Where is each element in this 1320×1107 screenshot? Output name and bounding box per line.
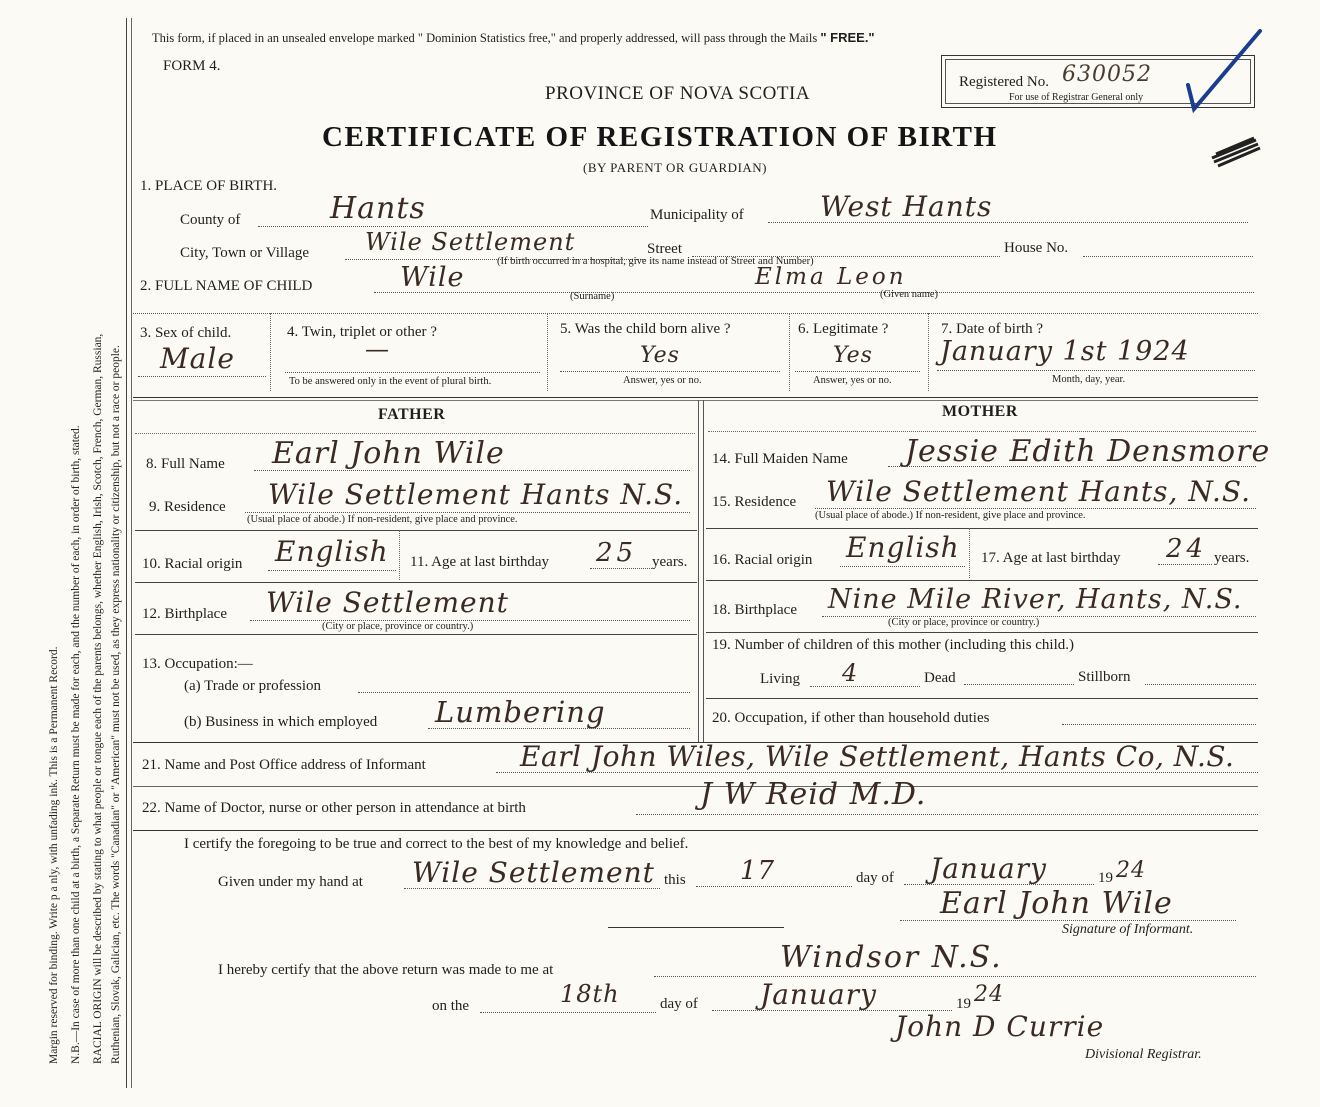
legitimate-value: Yes — [833, 343, 873, 368]
given-day-dotline — [696, 886, 852, 887]
dob-note: Month, day, year. — [1052, 374, 1126, 385]
informant-dotline — [496, 772, 1258, 773]
father-residence-label: 9. Residence — [149, 499, 226, 515]
check-mark-icon — [1180, 25, 1270, 115]
doctor-label: 22. Name of Doctor, nurse or other person in attendance at birth — [142, 800, 526, 816]
mother-race-dotline — [840, 566, 965, 567]
county-value: Hants — [330, 191, 426, 226]
free-label: " FREE." — [820, 30, 875, 45]
informant-value: Earl John Wiles, Wile Settlement, Hants Co, N.S. — [520, 740, 1235, 773]
mother-name-label: 14. Full Maiden Name — [712, 451, 848, 467]
father-name-label: 8. Full Name — [146, 456, 225, 472]
business-value: Lumbering — [435, 695, 606, 729]
municipality-value: West Hants — [820, 190, 993, 223]
mother-age-value: 24 — [1166, 534, 1208, 564]
city-value: Wile Settlement — [365, 228, 576, 256]
city-label: City, Town or Village — [180, 245, 310, 261]
child-given-name: Elma Leon — [755, 264, 907, 290]
dead-label: Dead — [924, 670, 956, 686]
given-label: Given under my hand at — [218, 874, 363, 890]
hospital-note: (If birth occurred in a hospital, give its name instead of Street and Number) — [497, 256, 814, 267]
father-birthplace-value: Wile Settlement — [266, 586, 509, 619]
living-label: Living — [760, 671, 800, 687]
mother-residence-dotline — [815, 508, 1256, 509]
trade-dotline — [358, 692, 690, 693]
father-age-dotline — [590, 568, 652, 569]
alive-value: Yes — [640, 343, 680, 368]
registered-label: Registered No. — [959, 74, 1049, 90]
given-dayof-label: day of — [856, 870, 894, 886]
given-day-value: 17 — [740, 856, 776, 886]
father-birthplace-label: 12. Birthplace — [142, 606, 227, 622]
binding-margin-line-2 — [131, 18, 132, 1088]
registrar-place-value: Windsor N.S. — [780, 940, 1003, 975]
father-section-line — [135, 530, 697, 531]
given-name-caption: (Given name) — [880, 289, 939, 300]
sex-dotline — [138, 376, 266, 377]
mother-residence-value: Wile Settlement Hants, N.S. — [826, 475, 1252, 508]
sex-label: 3. Sex of child. — [140, 325, 232, 341]
house-label: House No. — [1004, 240, 1069, 256]
mother-occupation-dotline — [1062, 724, 1256, 725]
mother-cell-divider — [969, 528, 970, 578]
mother-name-value: Jessie Edith Densmore — [905, 434, 1271, 469]
given-year-prefix: 19 — [1098, 870, 1113, 886]
registrar-only-note: For use of Registrar General only — [1009, 92, 1144, 103]
binding-margin-line — [126, 18, 127, 1088]
mother-age-dotline — [1158, 564, 1212, 565]
dob-value: January 1st 1924 — [940, 336, 1190, 367]
legitimate-dotline — [795, 371, 920, 372]
mother-heading: MOTHER — [942, 403, 1018, 420]
registrar-day-dotline — [480, 1012, 656, 1013]
section-divider-5 — [133, 830, 1258, 831]
house-dotline — [1083, 256, 1253, 257]
county-label: County of — [180, 212, 241, 228]
registrar-place-dotline — [654, 976, 1256, 977]
margin-note-3: RACIAL ORIGIN will be described by stating to what people or tongue each of the parents belongs, whether English, Irish, Scotch, French, German, Russian, — [92, 333, 104, 1064]
registrar-year-value: 24 — [974, 982, 1004, 1007]
margin-note-1: Margin reserved for binding. Write p a nly, with unfading ink. This is a Permanent Record. — [48, 646, 60, 1064]
doctor-value: J W Reid M.D. — [700, 777, 927, 812]
alive-label: 5. Was the child born alive ? — [560, 321, 731, 337]
legitimate-label: 6. Legitimate ? — [798, 321, 889, 337]
informant-label: 21. Name and Post Office address of Informant — [142, 757, 426, 773]
father-residence-note: (Usual place of abode.) If non-resident, give place and province. — [247, 514, 518, 525]
dob-dotline — [937, 370, 1255, 371]
living-value: 4 — [842, 659, 859, 687]
father-race-value: English — [275, 535, 389, 568]
this-label: this — [664, 872, 686, 888]
parents-divider — [698, 400, 699, 742]
trade-label: (a) Trade or profession — [184, 678, 322, 694]
twin-value: — — [365, 335, 390, 363]
father-heading: FATHER — [378, 406, 446, 423]
form-number: FORM 4. — [163, 58, 221, 74]
registrar-year-prefix: 19 — [956, 996, 971, 1012]
living-dotline — [810, 686, 920, 687]
registrar-caption: Divisional Registrar. — [1085, 1047, 1202, 1062]
business-dotline — [428, 728, 690, 729]
father-section-line-3 — [135, 634, 697, 635]
street-label: Street — [647, 241, 682, 257]
father-section-line-2 — [135, 582, 697, 583]
twin-label: 4. Twin, triplet or other ? — [287, 324, 437, 340]
father-name-dotline — [254, 470, 690, 471]
section-divider — [133, 397, 1258, 398]
father-name-value: Earl John Wile — [272, 436, 505, 471]
mother-row-line — [708, 431, 1256, 432]
father-cell-divider — [399, 530, 400, 580]
doctor-dotline — [636, 814, 1258, 815]
father-residence-dotline — [245, 512, 690, 513]
certify-statement: I certify the foregoing to be true and correct to the best of my knowledge and belief. — [184, 836, 689, 852]
legitimate-note: Answer, yes or no. — [813, 375, 892, 386]
mother-birthplace-value: Nine Mile River, Hants, N.S. — [828, 584, 1243, 615]
children-count-label: 19. Number of children of this mother (including this child.) — [712, 637, 1075, 653]
business-label: (b) Business in which employed — [184, 714, 378, 730]
informant-signature-dotline — [900, 920, 1236, 921]
father-residence-value: Wile Settlement Hants N.S. — [268, 478, 684, 511]
sex-value: Male — [160, 342, 235, 375]
mother-name-dotline — [888, 466, 1256, 467]
father-age-label: 11. Age at last birthday — [410, 554, 549, 570]
stillborn-dotline — [1145, 684, 1256, 685]
registrar-month-value: January — [760, 978, 877, 1011]
signature-rule — [608, 927, 784, 928]
row-divider — [133, 313, 1258, 314]
stillborn-label: Stillborn — [1078, 669, 1131, 685]
dead-dotline — [964, 684, 1074, 685]
mother-occupation-label: 20. Occupation, if other than household duties — [712, 710, 990, 726]
registrar-on-label: on the — [432, 998, 470, 1014]
mother-section-line-4 — [706, 698, 1258, 699]
page-subtitle: (BY PARENT OR GUARDIAN) — [583, 160, 768, 175]
col-divider — [928, 313, 929, 391]
alive-note: Answer, yes or no. — [623, 375, 702, 386]
margin-note-4: Ruthenian, Slovak, Galician, etc. The words "Canadian" or "American" must not be used, as they express nationality or citizenship, but not a race or people. — [110, 345, 122, 1064]
county-dotline — [258, 226, 648, 227]
given-month-value: January — [930, 852, 1047, 885]
child-name-label: 2. FULL NAME OF CHILD — [140, 278, 313, 294]
mother-birthplace-label: 18. Birthplace — [712, 602, 797, 618]
mother-age-label: 17. Age at last birthday — [981, 550, 1121, 566]
registrar-signature: John D Currie — [895, 1010, 1105, 1043]
twin-dotline — [285, 372, 540, 373]
father-age-value: 25 — [596, 538, 638, 568]
col-divider — [547, 313, 548, 391]
mailing-note — [152, 30, 875, 46]
section-divider-4 — [133, 786, 1258, 787]
registrar-day-value: 18th — [560, 980, 620, 1008]
col-divider — [789, 313, 790, 391]
place-of-birth-label: 1. PLACE OF BIRTH. — [140, 178, 278, 194]
mother-section-line-2 — [706, 580, 1258, 581]
child-surname: Wile — [400, 262, 465, 293]
father-race-dotline — [268, 570, 396, 571]
municipality-label: Municipality of — [650, 207, 744, 223]
registered-number: 630052 — [1062, 62, 1152, 87]
given-place-dotline — [404, 888, 660, 889]
father-row-line — [135, 433, 695, 434]
mother-race-label: 16. Racial origin — [712, 552, 813, 568]
father-occupation-label: 13. Occupation:— — [142, 656, 253, 672]
dob-label: 7. Date of birth ? — [941, 321, 1044, 337]
mother-age-unit: years. — [1214, 550, 1250, 566]
signature-caption: Signature of Informant. — [1062, 922, 1194, 937]
father-race-label: 10. Racial origin — [142, 556, 243, 572]
given-month-dotline — [904, 884, 1094, 885]
mother-birthplace-note: (City or place, province or country.) — [888, 617, 1040, 628]
mother-section-line-3 — [706, 632, 1258, 633]
child-name-dotline — [374, 292, 1254, 293]
mother-residence-note: (Usual place of abode.) If non-resident, give place and province. — [815, 510, 1086, 521]
mother-residence-label: 15. Residence — [712, 494, 797, 510]
registrar-statement: I hereby certify that the above return was made to me at — [218, 962, 554, 978]
registrar-dayof-label: day of — [660, 996, 698, 1012]
page-title: CERTIFICATE OF REGISTRATION OF BIRTH — [322, 121, 998, 153]
mailing-note-text: This form, if placed in an unsealed envelope marked " Dominion Statistics free," and properly addressed, will pass through the Mails — [152, 31, 818, 45]
stamp-mark-icon — [1208, 130, 1268, 170]
parents-divider-2 — [703, 400, 704, 742]
alive-dotline — [560, 371, 780, 372]
surname-caption: (Surname) — [570, 291, 615, 302]
father-age-unit: years. — [652, 554, 688, 570]
section-divider-2 — [133, 400, 1258, 401]
province-heading: PROVINCE OF NOVA SCOTIA — [545, 83, 811, 104]
twin-note: To be answered only in the event of plural birth. — [289, 376, 492, 387]
given-year-value: 24 — [1116, 858, 1146, 883]
col-divider — [270, 313, 271, 391]
given-place-value: Wile Settlement — [412, 856, 655, 889]
mother-section-line — [706, 528, 1258, 529]
father-birthplace-note: (City or place, province or country.) — [322, 621, 474, 632]
margin-note-2: N.B.—In case of more than one child at a birth, a Separate Return must be made for each, and the number of each, in order of birth, stated. — [70, 425, 82, 1064]
informant-signature: Earl John Wile — [940, 886, 1173, 921]
mother-race-value: English — [846, 531, 960, 564]
